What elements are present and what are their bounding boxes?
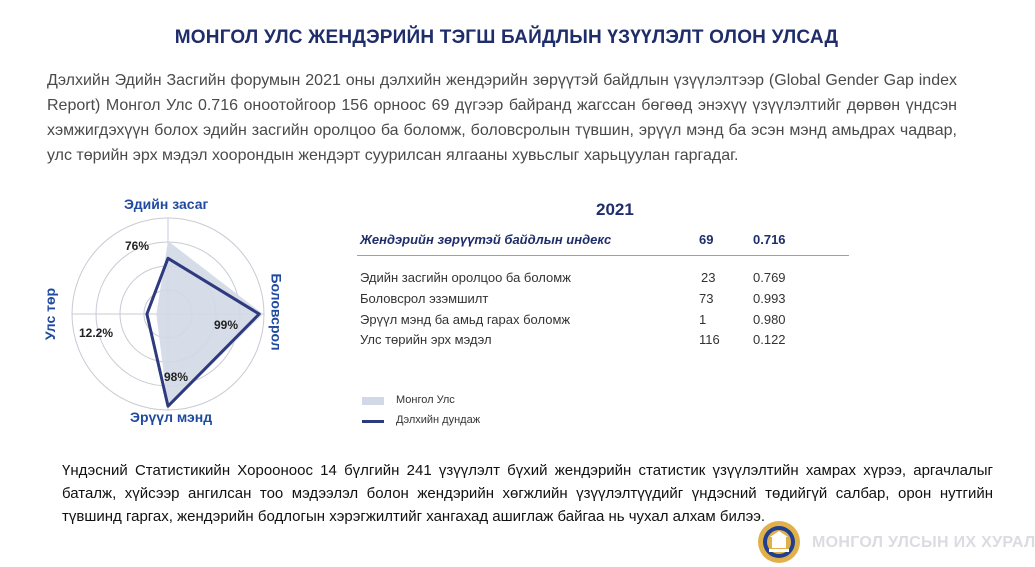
row-rank: 1 bbox=[699, 312, 707, 327]
axis-label-education: Боловсрол bbox=[268, 273, 285, 351]
legend-swatch-mongolia bbox=[362, 397, 384, 405]
axis-label-health: Эрүүл мэнд bbox=[130, 409, 213, 425]
header-score: 0.716 bbox=[753, 232, 786, 247]
row-label: Улс төрийн эрх мэдэл bbox=[360, 332, 492, 347]
footer-paragraph: Үндэсний Статистикийн Хорооноос 14 бүлгийн 241 үзүүлэлт бүхий жендэрийн статистик үзүүлэлтийн хамрах хүрээ, аргачлалыг баталж, хүйсээр ангилсан тоо мэдээлэл болон жендэрийн хөгжлийн үзүүлэлтүүдийг үндэсний төдийгүй салбар, орон нутгийн түвшинд гаргах, жендэрийн бодлогын хэрэгжилтийг хангахад ашиглаж байгаа нь чухал алхам билээ. bbox=[62, 462, 993, 525]
table-header bbox=[357, 227, 849, 256]
legend-swatch-world bbox=[362, 420, 384, 423]
axis-label-politics: Улс төр bbox=[42, 287, 59, 341]
watermark-text: МОНГОЛ УЛСЫН ИХ ХУРАЛ bbox=[812, 534, 1035, 551]
row-score: 0.980 bbox=[753, 312, 786, 327]
row-score: 0.993 bbox=[753, 291, 786, 306]
table-row bbox=[357, 291, 849, 311]
row-label: Эдийн засгийн оролцоо ба боломж bbox=[360, 270, 571, 285]
legend-label-mongolia: Монгол Улс bbox=[396, 394, 455, 406]
value-label-politics: 12.2% bbox=[79, 326, 114, 340]
parliament-emblem-icon bbox=[757, 520, 801, 564]
value-label-economy: 76% bbox=[125, 239, 150, 253]
row-rank: 23 bbox=[701, 270, 716, 285]
table-row bbox=[357, 270, 849, 290]
row-rank: 116 bbox=[699, 332, 720, 347]
value-label-education: 99% bbox=[214, 318, 239, 332]
table-row bbox=[357, 332, 849, 352]
row-score: 0.122 bbox=[753, 332, 786, 347]
radar-svg bbox=[46, 194, 346, 434]
row-label: Боловсрол эзэмшилт bbox=[360, 291, 489, 306]
legend-label-world: Дэлхийн дундаж bbox=[396, 414, 481, 426]
header-label: Жендэрийн зөрүүтэй байдлын индекс bbox=[360, 232, 612, 247]
table-year: 2021 bbox=[596, 200, 634, 219]
intro-paragraph: Дэлхийн Эдийн Засгийн форумын 2021 оны дэлхийн жендэрийн зөрүүтэй байдлын үзүүлэлтээр (Global Gender Gap index Report) Монгол Улс 0.716 оноотойгоор 156 орноос 69 дүгээр байранд жагссан бөгөөд энэхүү үзүүлэлтийг дөрвөн үндсэн хэмжигдэхүүн болох эдийн засгийн оролцоо ба боломж, боловсролын түвшин, эрүүл мэнд ба эсэн мэнд амьдрах чадвар, улс төрийн эрх мэдэл хоорондын жендэрт суурилсан ялгааны хувьслыг харьцуулан гаргадаг. bbox=[47, 72, 957, 164]
row-label: Эрүүл мэнд ба амьд гарах боломж bbox=[360, 312, 571, 327]
row-rank: 73 bbox=[699, 291, 714, 306]
axis-label-economy: Эдийн засаг bbox=[124, 196, 209, 212]
row-score: 0.769 bbox=[753, 270, 786, 285]
header-rank: 69 bbox=[699, 232, 714, 247]
value-label-health: 98% bbox=[164, 370, 189, 384]
page-title: МОНГОЛ УЛС ЖЕНДЭРИЙН ТЭГШ БАЙДЛЫН ҮЗҮҮЛЭЛТ ОЛОН УЛСАД bbox=[174, 27, 839, 48]
table-row bbox=[357, 312, 849, 332]
radar-chart bbox=[42, 194, 346, 434]
